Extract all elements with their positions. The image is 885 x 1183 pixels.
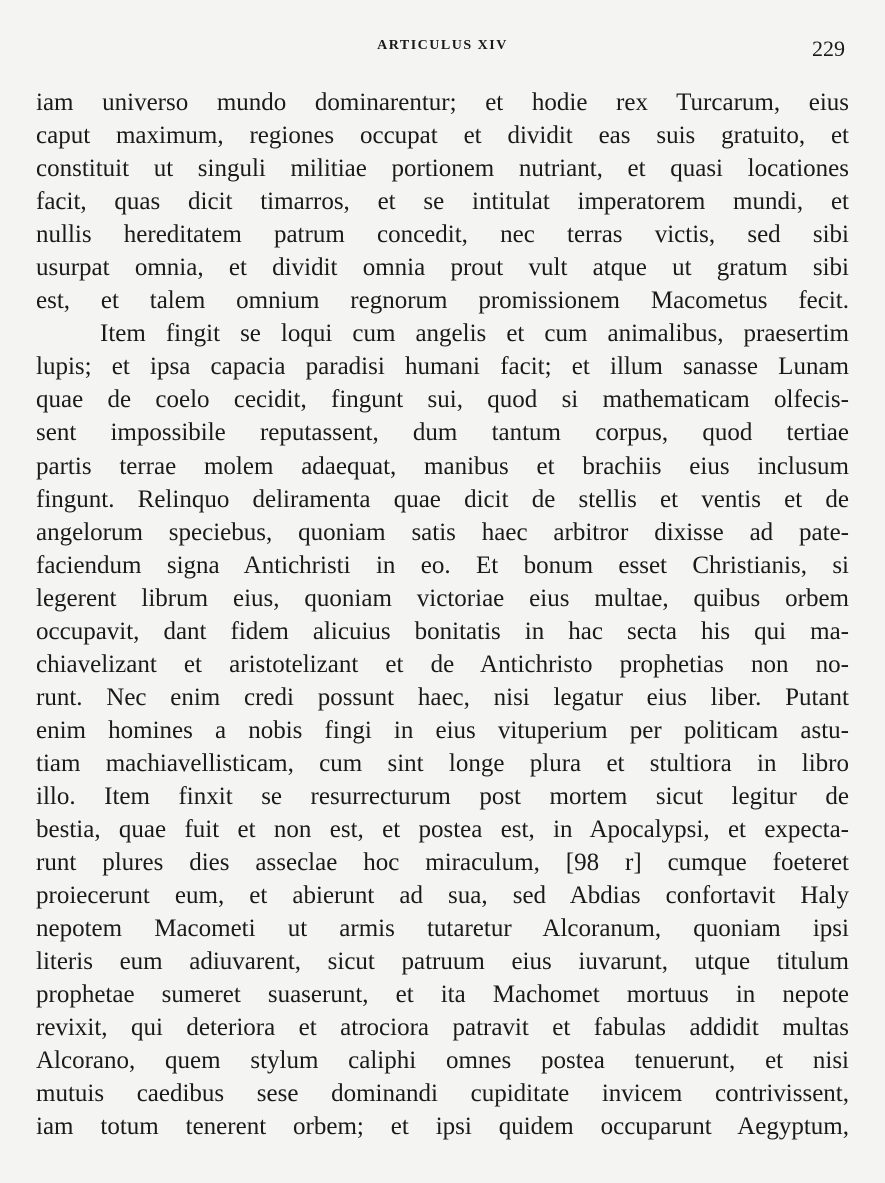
text-line: runt. Nec enim credi possunt haec, nisi legatur eius liber. Putant	[36, 683, 849, 711]
text-line: literis eum adiuvarent, sicut patruum eius iuvarunt, utque titulum	[36, 948, 849, 976]
text-line: nullis hereditatem patrum concedit, nec terras victis, sed sibi	[36, 221, 849, 249]
text-line: legerent librum eius, quoniam victoriae eius multae, quibus orbem	[36, 584, 849, 612]
text-line: angelorum speciebus, quoniam satis haec arbitror dixisse ad pate-	[36, 518, 849, 546]
text-line: runt plures dies asseclae hoc miraculum, [98 r] cumque foeteret	[36, 849, 849, 877]
text-line: fingunt. Relinquo deliramenta quae dicit de stellis et ventis et de	[36, 485, 849, 513]
text-line: illo. Item finxit se resurrecturum post mortem sicut legitur de	[36, 782, 849, 810]
text-line: nepotem Macometi ut armis tutaretur Alcoranum, quoniam ipsi	[36, 915, 849, 943]
text-line: revixit, qui deteriora et atrociora patravit et fabulas addidit multas	[36, 1014, 849, 1042]
body-text	[36, 86, 849, 1144]
text-line: facit, quas dicit timarros, et se intitulat imperatorem mundi, et	[36, 188, 849, 216]
text-line: iam totum tenerent orbem; et ipsi quidem occuparunt Aegyptum,	[36, 1113, 849, 1141]
page-number: 229	[812, 36, 845, 61]
text-line: bestia, quae fuit et non est, et postea est, in Apocalypsi, et expecta-	[36, 816, 849, 844]
text-line: prophetae sumeret suaserunt, et ita Machomet mortuus in nepote	[36, 981, 849, 1009]
text-line: caput maximum, regiones occupat et dividit eas suis gratuito, et	[36, 122, 849, 150]
text-line: faciendum signa Antichristi in eo. Et bonum esset Christianis, si	[36, 551, 849, 579]
text-line: quae de coelo cecidit, fingunt sui, quod si mathematicam olfecis-	[36, 386, 849, 414]
text-line: Alcorano, quem stylum caliphi omnes postea tenuerunt, et nisi	[36, 1047, 849, 1075]
text-line: usurpat omnia, et dividit omnia prout vult atque ut gratum sibi	[36, 254, 849, 282]
text-line: occupavit, dant fidem alicuius bonitatis in hac secta his qui ma-	[36, 617, 849, 645]
running-head: ARTICULUS XIV	[377, 38, 508, 53]
text-line: partis terrae molem adaequat, manibus et brachiis eius inclusum	[36, 452, 849, 480]
text-line: constituit ut singuli militiae portionem nutriant, et quasi locationes	[36, 155, 849, 183]
text-line: chiavelizant et aristotelizant et de Antichristo prophetias non no-	[36, 650, 849, 678]
text-line: lupis; et ipsa capacia paradisi humani facit; et illum sanasse Lunam	[36, 353, 849, 381]
text-line: tiam machiavellisticam, cum sint longe plura et stultiora in libro	[36, 749, 849, 777]
text-line: iam universo mundo dominarentur; et hodie rex Turcarum, eius	[36, 89, 849, 116]
paragraph-first-line: Item fingit se loqui cum angelis et cum animalibus, praesertim	[100, 320, 849, 348]
text-line: proiecerunt eum, et abierunt ad sua, sed Abdias confortavit Haly	[36, 882, 849, 910]
text-line: enim homines a nobis fingi in eius vituperium per politicam astu-	[36, 716, 849, 744]
text-line: mutuis caedibus sese dominandi cupiditate invicem contrivissent,	[36, 1080, 849, 1108]
text-line: sent impossibile reputassent, dum tantum corpus, quod tertiae	[36, 419, 849, 447]
text-line: est, et talem omnium regnorum promissionem Macometus fecit.	[36, 287, 849, 315]
